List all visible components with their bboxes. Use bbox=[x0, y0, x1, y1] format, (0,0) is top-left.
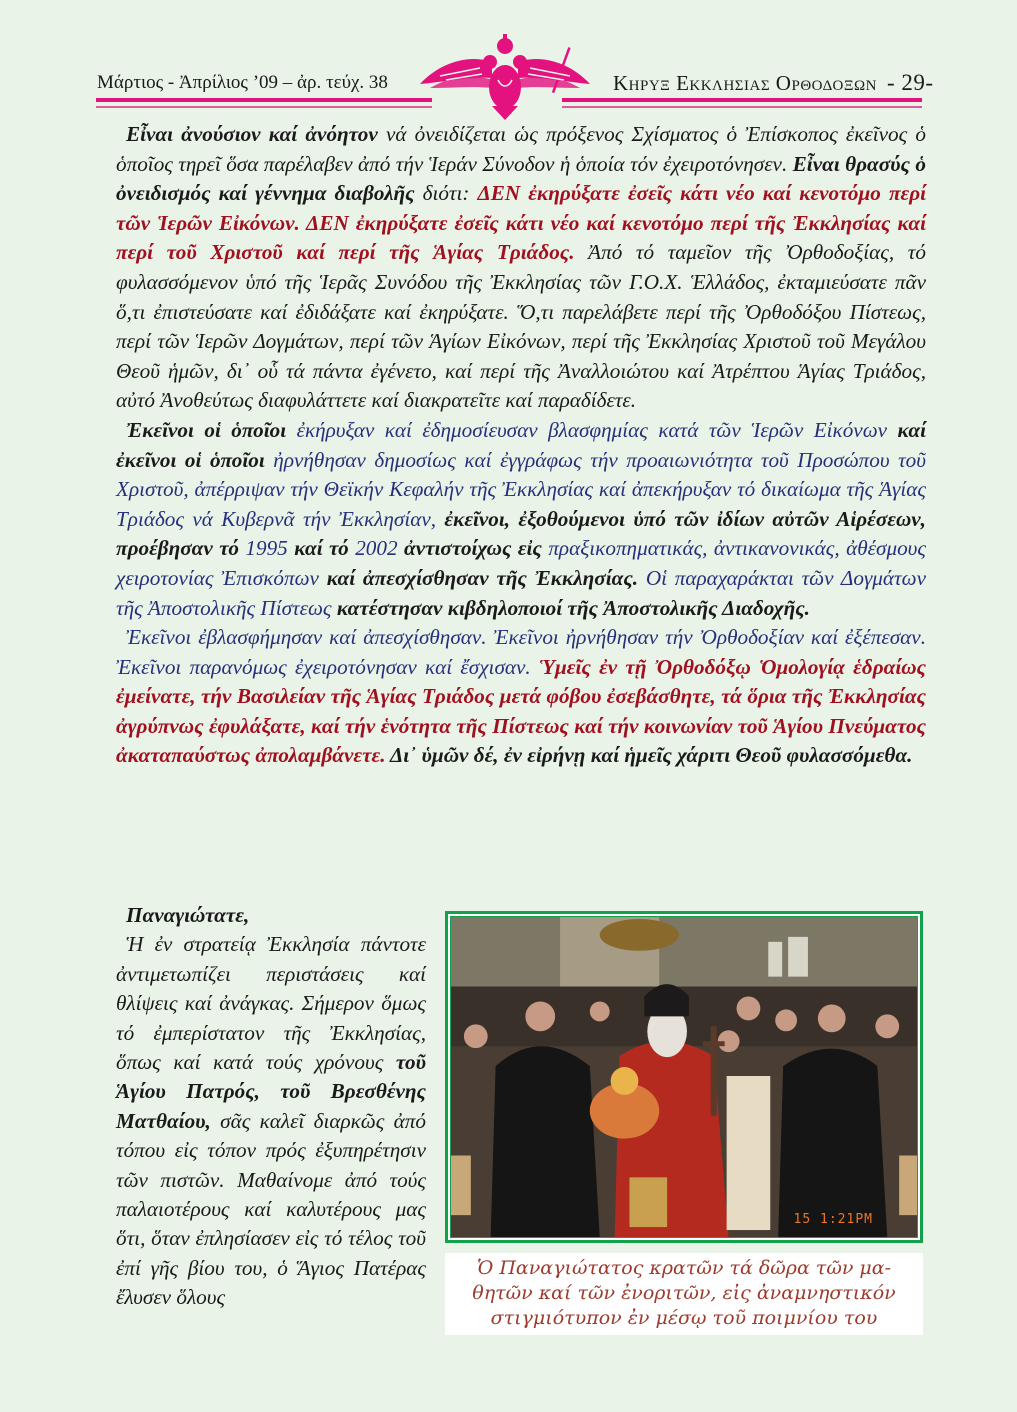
text-run: καί τό bbox=[287, 536, 356, 561]
text-run: διότι: bbox=[414, 181, 478, 206]
photo-caption bbox=[445, 1253, 923, 1335]
text-run: Εἶναι ἀνούσιον καί ἀνόητον bbox=[126, 122, 378, 146]
text-run: κατέστησαν κιβδηλοποιοί τῆς Ἀποστολικῆς Διαδοχῆς. bbox=[331, 595, 810, 620]
text-run: 2002 bbox=[355, 536, 398, 561]
header-rule-right-thin bbox=[562, 106, 922, 108]
page-number: - 29- bbox=[886, 70, 934, 95]
paragraph-3 bbox=[116, 623, 926, 771]
left-column-paragraph bbox=[116, 930, 426, 1312]
header-rule-left-thin bbox=[96, 106, 432, 108]
photo-timestamp: 15 1:21PM bbox=[793, 1212, 873, 1227]
text-run: σᾶς καλεῖ διαρκῶς ἀπό τόπου εἰς τόπον πρός ἐξυπηρέτησιν τῶν πιστῶν. Μαθαίνομε ἀπό τούς παλαιοτέρους καί καλυτέρους μας ὅτι, ὅταν ἐπλησίασεν εἰς τό τέλος τοῦ ἐπί γῆς βίου του, ὁ Ἅγιος Πατέρας ἔλυσεν ὅλους bbox=[116, 1108, 426, 1310]
church-photo bbox=[450, 916, 918, 1238]
text-run: Ἐκεῖνοι οἱ ὁποῖοι bbox=[126, 417, 287, 442]
paragraph-1 bbox=[116, 120, 926, 416]
text-run: καί ἀπεσχίσθησαν τῆς Ἐκκλησίας. bbox=[318, 565, 646, 590]
left-column bbox=[116, 901, 426, 1313]
text-run: ἠρνήθησαν δημοσίως καί ἐγγράφως τήν προαιωνιότητα τοῦ Προσώπου τοῦ Χριστοῦ, ἀπέρριψαν τήν Θεϊκήν Κεφαλήν τῆς Ἐκκλησίας καί ἀπεκήρυξαν τό δικαίωμα τῆς Ἁγίας Τριάδος νά Κυβερνᾶ τήν Ἐκκλησίαν, bbox=[116, 447, 926, 531]
text-run: ΔΕΝ ἐκηρύξατε ἐσεῖς κάτι νέο καί κενοτόμο περί τῶν Ἱερῶν Εἰκόνων. ΔΕΝ ἐκηρύξατε ἐσεῖς κάτι νέο καί κενοτόμο περί τῆς Ἐκκλησίας καί περί τοῦ Χριστοῦ καί περί τῆς Ἁγίας Τριάδος. bbox=[116, 181, 927, 265]
text-run: Οἱ παραχαράκται τῶν Δογμάτων τῆς Ἀποστολικῆς Πίστεως bbox=[116, 565, 926, 620]
text-run: ἐκεῖνοι, ἐξοθούμενοι ὑπό τῶν ἰδίων αὐτῶν Αἱρέσεων, προέβησαν τό bbox=[116, 506, 926, 561]
caption-line: Ὁ Παναγιώτατος κρατῶν τά δῶρα τῶν μα- bbox=[476, 1257, 892, 1279]
issue-date: Μάρτιος - Ἀπρίλιος ’09 – ἀρ. τεύχ. 38 bbox=[97, 72, 388, 93]
article-body bbox=[116, 120, 926, 771]
caption-line: θητῶν καί τῶν ἐνοριτῶν, εἰς ἀναμνηστικόν bbox=[472, 1282, 896, 1304]
text-run: πραξικοπηματικάς, ἀντικανονικάς, ἀθέσμους χειροτονίας Ἐπισκόπων bbox=[116, 536, 926, 590]
text-run: Ὑμεῖς ἐν τῇ Ὀρθοδόξῳ Ὁμολογίᾳ ἑδραίως ἐμείνατε, τήν Βασιλείαν τῆς Ἁγίας Τριάδος μετά φόβου ἐσεβάσθητε, τά ὅρια τῆς Ἐκκλησίας ἀγρύπνως ἐφυλάξατε, καί τήν ἑνότητα τῆς Πίστεως καί τήν κοινωνίαν τοῦ Ἁγίου Πνεύματος ἀκαταπαύστως ἀπολαμβάνετε. bbox=[116, 654, 926, 768]
publication-name: Κηρυξ Εκκλησιας Ορθοδοξων bbox=[613, 71, 877, 95]
publication-title bbox=[613, 70, 934, 96]
header-rule-right bbox=[562, 98, 922, 102]
text-run: Ἀπό τό ταμεῖον τῆς Ὀρθοδοξίας, τό φυλασσόμενον ὑπό τῆς Ἱερᾶς Συνόδου τῆς Ἐκκλησίας τῶν Γ.Ο.Χ. Ἑλλάδος, ἐκταμιεύσατε πᾶν ὅ,τι ἐπιστεύσατε καί ἐδιδάξατε καί ἐκηρύξατε. Ὅ,τι παρελάβετε περί τῆς Ὀρθοδόξου Πίστεως, περί τῶν Ἱερῶν Δογμάτων, περί τῶν Ἁγίων Εἰκόνων, περί τῆς Ἐκκλησίας Χριστοῦ τοῦ Μεγάλου Θεοῦ ἡμῶν, δι᾿ οὗ τά πάντα ἐγένετο, καί περί τῆς Ἀναλλοιώτου καί Ἀτρέπτου Ἁγίας Τριάδος, αὐτό Ἀνοθεύτως διαφυλάττετε καί διακρατεῖτε καί παραδίδετε. bbox=[116, 240, 926, 413]
text-run: Δι᾿ ὑμῶν δέ, ἐν εἰρήνῃ καί ἡμεῖς χάριτι Θεοῦ φυλασσόμεθα. bbox=[385, 743, 913, 768]
salutation: Παναγιώτατε, bbox=[126, 903, 250, 927]
text-run: ἐκήρυξαν καί ἐδημοσίευσαν βλασφημίας κατά τῶν Ἱερῶν Εἰκόνων bbox=[286, 417, 888, 442]
text-run: 1995 bbox=[245, 536, 288, 561]
header-rule-left bbox=[96, 98, 432, 102]
text-run: ἀντιστοίχως εἰς bbox=[397, 536, 549, 561]
text-run: τοῦ Ἁγίου Πατρός, τοῦ Βρεσθένης Ματθαίου, bbox=[116, 1050, 426, 1133]
text-run: Ἐκεῖνοι ἐβλασφήμησαν καί ἀπεσχίσθησαν. Ἐκεῖνοι ἠρνήθησαν τήν Ὀρθοδοξίαν καί ἐξέπεσαν. Ἐκεῖνοι παρανόμως ἐχειροτόνησαν καί ἔσχισαν. bbox=[116, 625, 926, 679]
text-run: Ἡ ἐν στρατείᾳ Ἐκκλησία πάντοτε ἀντιμετωπίζει περιστάσεις καί θλίψεις καί ἀνάγκας. Σήμερον ὅμως τό ἐμπερίστατον τῆς Ἐκκλησίας, ὅπως καί κατά τούς χρόνους bbox=[116, 932, 426, 1075]
text-run: Εἶναι θρασύς ὁ ὀνειδισμός καί γέννημα διαβολῆς bbox=[116, 151, 926, 206]
text-run: νά ὀνειδίζεται ὡς πρόξενος Σχίσματος ὁ Ἐπίσκοπος ἐκεῖνος ὁ ὁποῖος τηρεῖ ὅσα παρέλαβεν ἀπό τήν Ἱεράν Σύνοδον ἡ ὁποία τόν ἐχειροτόνησεν. bbox=[116, 122, 926, 176]
paragraph-2 bbox=[116, 416, 926, 623]
caption-line: στιγμιότυπον ἐν μέσῳ τοῦ ποιμνίου του bbox=[490, 1307, 878, 1329]
photo-frame bbox=[445, 911, 923, 1243]
text-run: καί ἐκεῖνοι οἱ ὁποῖοι bbox=[116, 417, 926, 472]
